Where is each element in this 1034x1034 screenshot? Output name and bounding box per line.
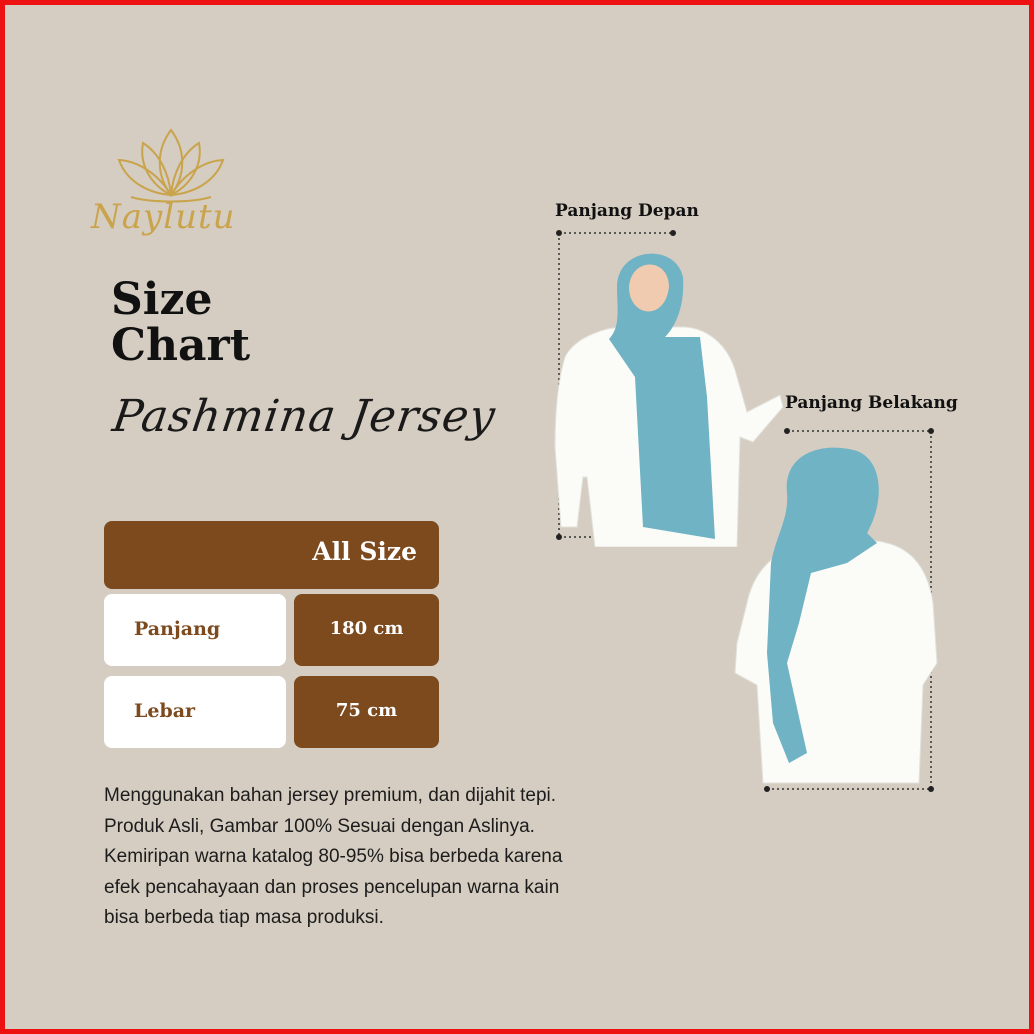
size-row-value-cell [294,676,439,748]
front-length-label: Panjang Depan [555,201,699,221]
product-description [104,781,664,934]
size-row-label-cell [104,676,286,748]
description-line: Menggunakan bahan jersey premium, dan dijahit tepi. [104,785,557,806]
back-model-illustration [727,423,967,803]
lotus-logo-icon [111,125,231,205]
title-line-1: Size [111,274,213,325]
title-line-2: Chart [111,320,251,371]
size-row-value: 75 cm [335,700,398,721]
size-row-value-cell [294,594,439,666]
description-line: Produk Asli, Gambar 100% Sesuai dengan Aslinya. [104,815,535,837]
size-row-label: Lebar [134,700,196,722]
brand-wordmark: Naylutu [91,197,236,237]
size-row-label: Panjang [134,618,221,640]
product-subtitle: Pashmina Jersey [109,391,499,442]
size-row-value: 180 cm [329,618,404,639]
back-length-label: Panjang Belakang [785,393,958,413]
size-row-label-cell [104,594,286,666]
description-line: Kemiripan warna katalog 80-95% bisa berbeda karena [104,846,563,867]
description-line: efek pencahayaan dan proses pencelupan warna kain [104,876,560,898]
description-line: bisa berbeda tiap masa produksi. [104,907,384,928]
page-title [111,274,251,371]
size-table-header-label: All Size [312,537,417,566]
size-table-header [104,521,439,589]
